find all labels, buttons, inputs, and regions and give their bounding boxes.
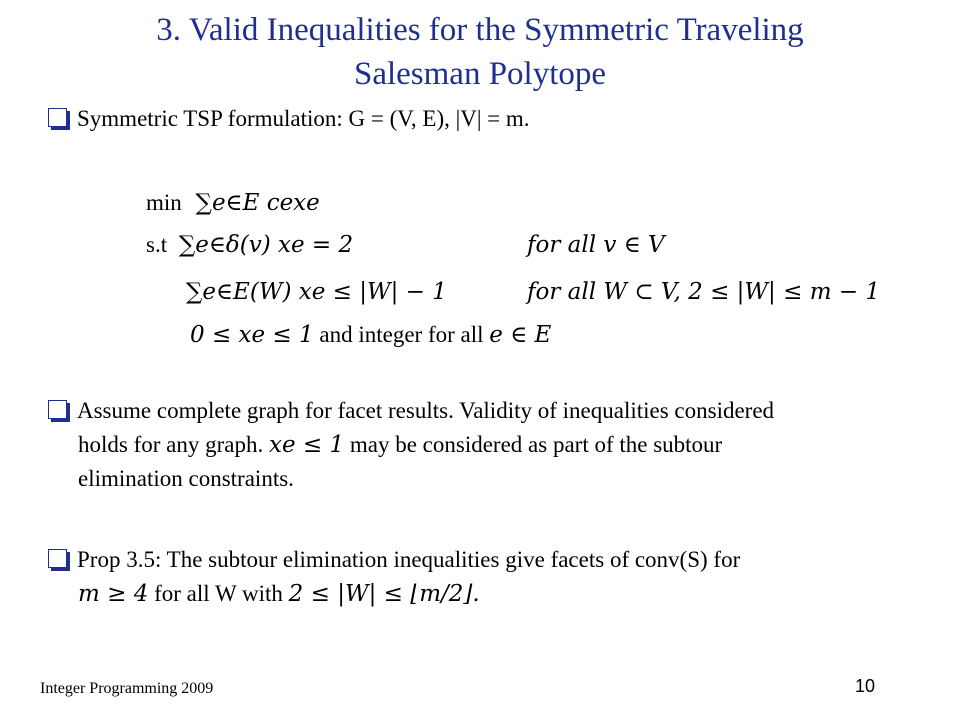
square-bullet-icon [48, 400, 67, 419]
constraint-bounds-row [190, 318, 551, 352]
objective-expression: ∑e∈E cexe [195, 190, 320, 216]
page-number: 10 [855, 676, 876, 696]
m-condition: m ≥ 4 [78, 581, 149, 607]
min-label: min [146, 190, 182, 215]
w-size-condition: 2 ≤ |W| ≤ ⌊m/2⌋. [288, 581, 480, 607]
xe-inequality: xe ≤ 1 [269, 432, 345, 458]
bullet-prop [48, 543, 740, 577]
degree-expression: ∑e∈δ(v) xe = 2 [178, 232, 354, 258]
constraint-subtour-row [186, 275, 447, 309]
bullet-assumption-line-2: holds for any graph. xe ≤ 1 may be considered as part of the subtour [78, 432, 723, 458]
bounds-expression: 0 ≤ xe ≤ 1 [190, 322, 314, 348]
bullet-text: Symmetric TSP formulation: G = (V, E), |V| = m. [77, 106, 530, 131]
bullet-formulation [48, 102, 530, 136]
st-label: s.t [146, 232, 168, 257]
bounds-condition: e ∈ E [489, 322, 552, 348]
degree-condition: for all v ∈ V [527, 232, 665, 258]
bullet-text: Assume complete graph for facet results. Validity of inequalities considered [77, 398, 775, 423]
title-line-1: 3. Valid Inequalities for the Symmetric Traveling [156, 12, 804, 48]
constraint-degree-row [146, 228, 353, 262]
bounds-text: and integer for all [319, 322, 484, 347]
title-line-2: Salesman Polytope [353, 56, 607, 92]
square-bullet-icon [48, 108, 67, 127]
slide-title [0, 8, 960, 96]
objective-row [146, 186, 320, 220]
subtour-expression: ∑e∈E(W) xe ≤ |W| − 1 [186, 279, 447, 305]
bullet-assumption-line-3: elimination constraints. [78, 466, 294, 491]
bullet-prop-line-2: m ≥ 4 for all W with 2 ≤ |W| ≤ ⌊m/2⌋. [78, 581, 480, 607]
bullet-text: Prop 3.5: The subtour elimination inequalities give facets of conv(S) for [77, 547, 741, 572]
bullet-assumption [48, 394, 774, 428]
subtour-condition: for all W ⊂ V, 2 ≤ |W| ≤ m − 1 [527, 279, 881, 305]
square-bullet-icon [48, 549, 67, 568]
footer-course: Integer Programming 2009 [40, 680, 214, 697]
